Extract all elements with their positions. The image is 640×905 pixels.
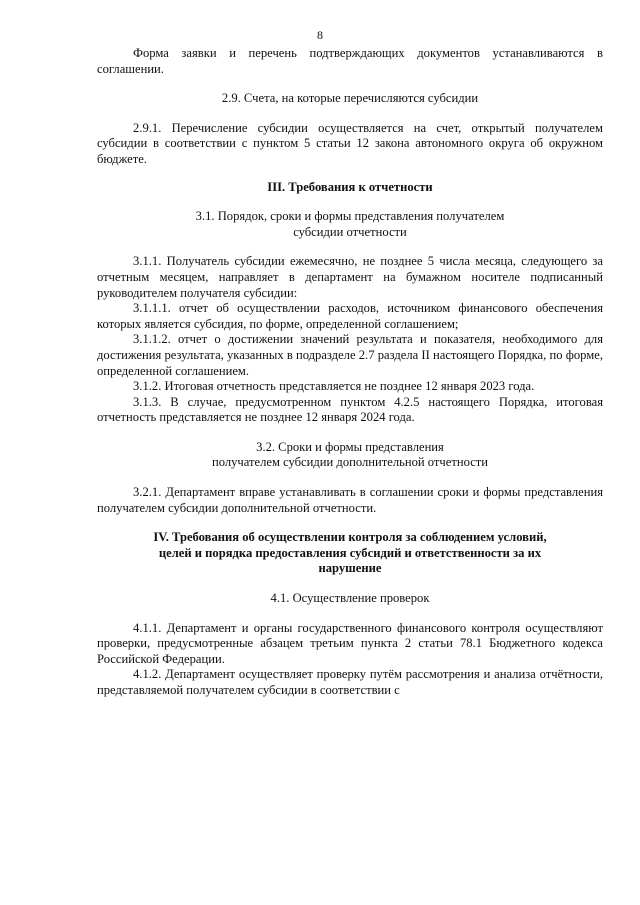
- subsection-heading-line: 3.1. Порядок, сроки и формы представления получателем: [195, 209, 505, 224]
- page-number: 8: [317, 28, 323, 42]
- paragraph-3-1-2: 3.1.2. Итоговая отчетность представляется не позднее 12 января 2023 года.: [133, 379, 535, 394]
- paragraph-3-1-1-1: 3.1.1.1. отчет об осуществлении расходов, источником финансового обеспечения которых является субсидия, по форме, определенной соглашением;: [97, 301, 603, 331]
- subsection-heading-line: субсидии отчетности: [293, 224, 407, 239]
- paragraph-2-9-1: 2.9.1. Перечисление субсидии осуществляется на счет, открытый получателем субсидии в соответствии с пунктом 5 статьи 12 закона автономного округа об окружном бюджете.: [97, 120, 603, 166]
- subsection-heading-4-1: 4.1. Осуществление проверок: [270, 591, 430, 606]
- paragraph-3-1-3: 3.1.3. В случае, предусмотренном пунктом 4.2.5 настоящего Порядка, итоговая отчетность представляется не позднее 12 января 2024 года.: [97, 394, 603, 425]
- chapter-heading-line: целей и порядка предоставления субсидий и ответственности за их: [158, 545, 542, 560]
- paragraph-application-form: Форма заявки и перечень подтверждающих документов устанавливаются в соглашении.: [97, 46, 603, 76]
- subsection-heading-3-2: [97, 440, 603, 471]
- paragraph-3-2-1: 3.2.1. Департамент вправе устанавливать в соглашении сроки и формы представления получателем субсидии дополнительной отчетности.: [97, 485, 603, 515]
- paragraph-4-1-1: 4.1.1. Департамент и органы государственного финансового контроля осуществляют проверки, предусмотренные абзацем третьим пункта 2 статьи 78.1 Бюджетного кодекса Российской Федерации.: [97, 620, 603, 666]
- subsection-heading-3-1: [97, 209, 603, 240]
- subsection-heading-line: получателем субсидии дополнительной отчетности: [211, 455, 489, 470]
- paragraph-4-1-2: 4.1.2. Департамент осуществляет проверку путём рассмотрения и анализа отчётности, представляемой получателем субсидии в соответствии с: [97, 667, 603, 697]
- paragraph-3-1-1-2: 3.1.1.2. отчет о достижении значений результата и показателя, необходимого для достижения результата, указанных в подразделе 2.7 раздела II настоящего Порядка, по форме, определенной соглашением.: [97, 332, 603, 378]
- paragraph-3-1-1: 3.1.1. Получатель субсидии ежемесячно, не позднее 5 числа месяца, следующего за отчетным месяцем, направляет в департамент на бумажном носителе подписанный руководителем получателя субсидии:: [97, 254, 603, 300]
- chapter-heading-4: [97, 530, 603, 577]
- subsection-heading-2-9: 2.9. Счета, на которые перечисляются субсидии: [221, 91, 479, 106]
- chapter-heading-3: III. Требования к отчетности: [267, 179, 433, 194]
- document-body: [97, 46, 603, 699]
- chapter-heading-line: IV. Требования об осуществлении контроля за соблюдением условий,: [153, 530, 547, 545]
- subsection-heading-line: 3.2. Сроки и формы представления: [256, 439, 444, 454]
- chapter-heading-line: нарушение: [318, 561, 382, 576]
